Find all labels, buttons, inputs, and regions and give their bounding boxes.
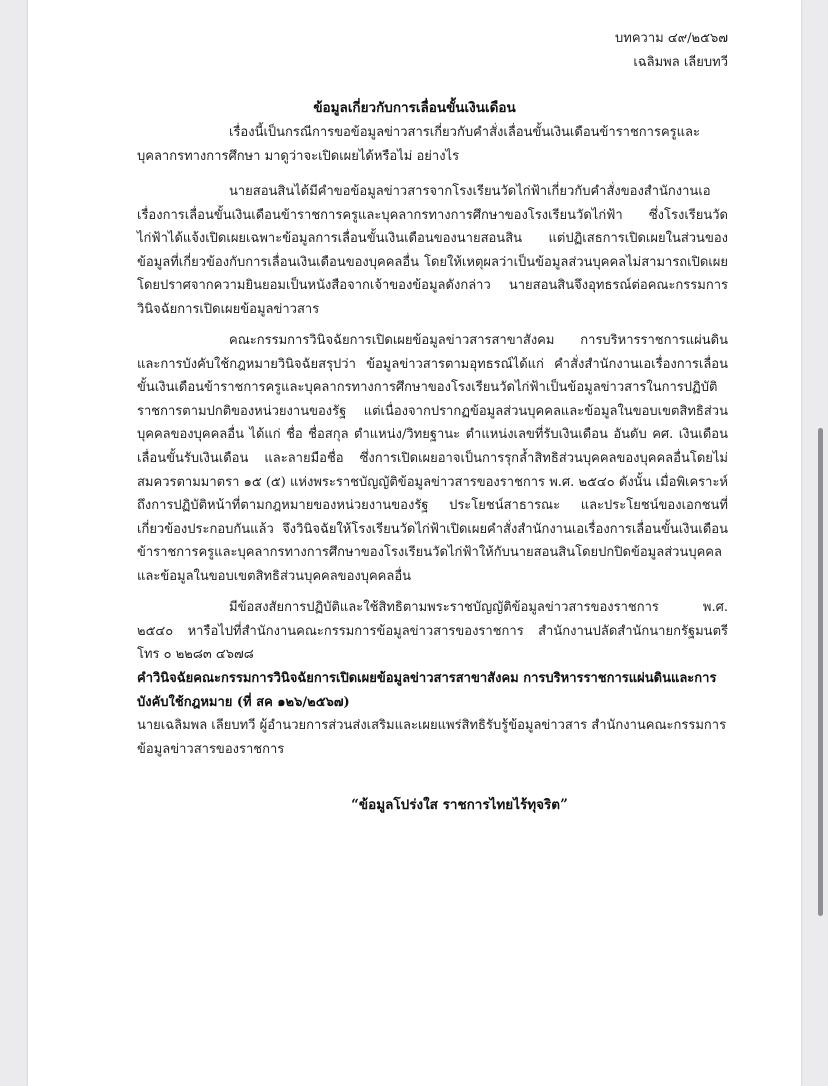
slogan: “ข้อมูลโปร่งใส ราชการไทยไร้ทุจริต”: [351, 797, 568, 813]
article-author: เฉลิมพล เลียบทวี: [633, 55, 728, 70]
document-page: [28, 0, 801, 1086]
document-title: ข้อมูลเกี่ยวกับการเลื่อนขั้นเงินเดือน: [313, 100, 516, 116]
article-number: บทความ ๔๙/๒๕๖๗: [615, 31, 728, 46]
scrollbar-thumb[interactable]: [818, 428, 823, 916]
paragraph-decision: คณะกรรมการวินิจฉัยการเปิดเผยข้อมูลข่าวสารสาขาสังคม การบริหารราชการแผ่นดินและการบังคับใช้กฎหมายวินิจฉัยสรุปว่า ข้อมูลข่าวสารตามอุทธรณ์ได้แก่ คำสั่งสำนักงานเอเรื่องการเลื่อนขั้นเงินเดือนข้าราชการครูและบุคลากรทางการศึกษาของโรงเรียนวัดไก่ฟ้าเป็นข้อมูลข่าวสารในการปฏิบัติราชการตามปกติของหน่วยงานของรัฐ แต่เนื่องจากปรากฏข้อมูลส่วนบุคคลและข้อมูลในขอบเขตสิทธิส่วนบุคคลของบุคคลอื่น ได้แก่ ชื่อ ชื่อสกุล ตำแหน่ง/วิทยฐานะ ตำแหน่งเลขที่รับเงินเดือน อันดับ คศ. เงินเดือน เลื่อนขั้นรับเงินเดือน และลายมือชื่อ ซึ่งการเปิดเผยอาจเป็นการรุกล้ำสิทธิส่วนบุคคลของบุคคลอื่นโดยไม่สมควรตามมาตรา ๑๕ (๕) แห่งพระราชบัญญัติข้อมูลข่าวสารของราชการ พ.ศ. ๒๕๔๐ ดังนั้น เมื่อพิเคราะห์ถึงการปฏิบัติหน้าที่ตามกฎหมายของหน่วยงานของรัฐ ประโยชน์สาธารณะ และประโยชน์ของเอกชนที่เกี่ยวข้องประกอบกันแล้ว จึงวินิจฉัยให้โรงเรียนวัดไก่ฟ้าเปิดเผยคำสั่งสำนักงานเอเรื่องการเลื่อนขั้นเงินเดือนข้าราชการครูและบุคลากรทางการศึกษาของโรงเรียนวัดไก่ฟ้าให้กับนายสอนสินโดยปกปิดข้อมูลส่วนบุคคลและข้อมูลในขอบเขตสิทธิส่วนบุคคลของบุคคลอื่น: [137, 333, 728, 584]
paragraph-case: นายสอนสินได้มีคำขอข้อมูลข่าวสารจากโรงเรียนวัดไก่ฟ้าเกี่ยวกับคำสั่งของสำนักงานเอ เรื่องการเลื่อนขั้นเงินเดือนข้าราชการครูและบุคลากรทางการศึกษาของโรงเรียนวัดไก่ฟ้า ซึ่งโรงเรียนวัดไก่ฟ้าได้แจ้งเปิดเผยเฉพาะข้อมูลการเลื่อนขั้นเงินเดือนของนายสอนสิน แต่ปฏิเสธการเปิดเผยในส่วนของข้อมูลที่เกี่ยวข้องกับการเลื่อนเงินเดือนของบุคคลอื่น โดยให้เหตุผลว่าเป็นข้อมูลส่วนบุคคลไม่สามารถเปิดเผยโดยปราศจากความยินยอมเป็นหนังสือจากเจ้าของข้อมูลดังกล่าว นายสอนสินจึงอุทธรณ์ต่อคณะกรรมการวินิจฉัยการเปิดเผยข้อมูลข่าวสาร: [137, 184, 728, 317]
paragraph-contact: มีข้อสงสัยการปฏิบัติและใช้สิทธิตามพระราชบัญญัติข้อมูลข่าวสารของราชการ พ.ศ. ๒๕๔๐ หารือไปที่สำนักงานคณะกรรมการข้อมูลข่าวสารของราชการ สำนักงานปลัดสำนักนายกรัฐมนตรี โทร ๐ ๒๒๘๓ ๔๖๗๘: [137, 600, 728, 663]
decision-reference: คำวินิจฉัยคณะกรรมการวินิจฉัยการเปิดเผยข้อมูลข่าวสารสาขาสังคม การบริหารราชการแผ่นดินและการบังคับใช้กฎหมาย (ที่ สค ๑๒๖/๒๕๖๗): [137, 671, 717, 710]
paragraph-intro: เรื่องนี้เป็นกรณีการขอข้อมูลข่าวสารเกี่ยวกับคำสั่งเลื่อนขั้นเงินเดือนข้าราชการครูและบุคลากรทางการศึกษา มาดูว่าจะเปิดเผยได้หรือไม่ อย่างไร: [137, 125, 700, 164]
author-line: นายเฉลิมพล เลียบทวี ผู้อำนวยการส่วนส่งเสริมและเผยแพร่สิทธิรับรู้ข้อมูลข่าวสาร สำนักงานคณะกรรมการข้อมูลข่าวสารของราชการ: [137, 718, 727, 757]
